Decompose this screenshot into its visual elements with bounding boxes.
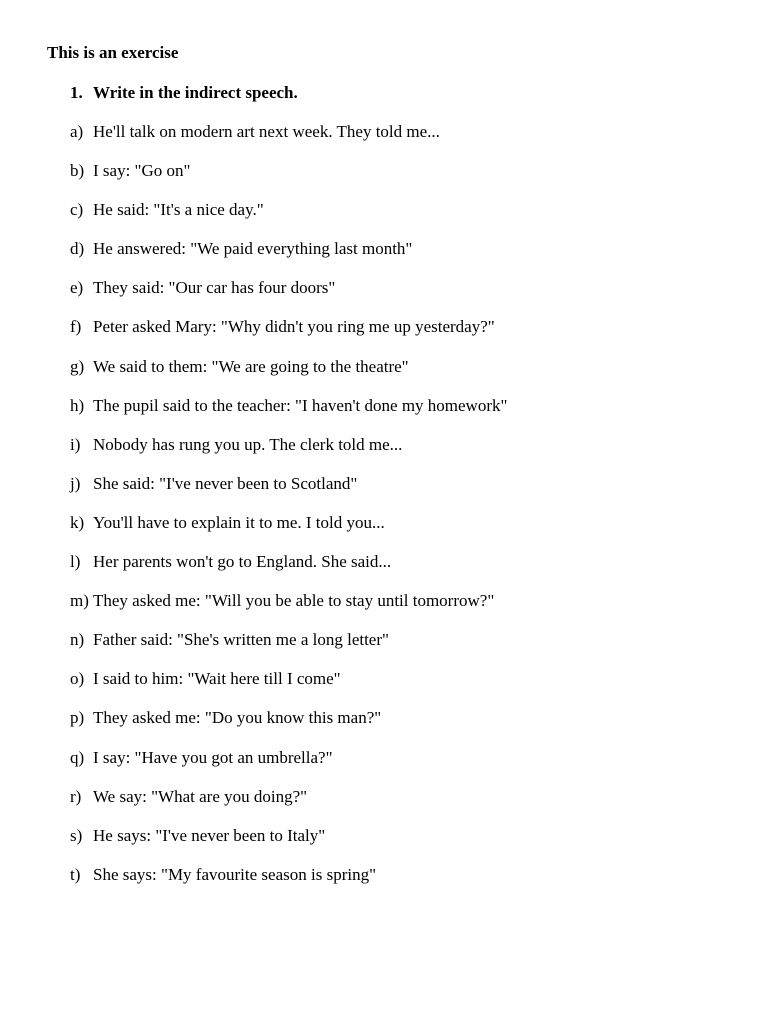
exercise-item-letter: e) — [70, 278, 84, 298]
exercise-item-text: He'll talk on modern art next week. They told me... — [93, 122, 440, 141]
exercise-item-letter: g) — [70, 356, 85, 376]
exercise-item-text: He answered: "We paid everything last month" — [93, 239, 413, 259]
task-number: 1. — [70, 83, 83, 102]
exercise-item-text: I said to him: "Wait here till I come" — [93, 669, 341, 689]
exercise-item-text: He says: "I've never been to Italy" — [93, 825, 326, 845]
exercise-item — [70, 278, 507, 317]
exercise-item — [70, 396, 507, 435]
exercise-item-text: She said: "I've never been to Scotland" — [93, 473, 358, 493]
exercise-item-letter: p) — [70, 708, 85, 728]
exercise-item — [70, 239, 507, 278]
exercise-item — [70, 787, 507, 826]
task-heading — [70, 83, 298, 103]
exercise-item — [70, 591, 507, 630]
exercise-item-text: They asked me: "Will you be able to stay until tomorrow?" — [93, 591, 495, 611]
exercise-item — [70, 826, 507, 865]
exercise-item-letter: q) — [70, 747, 85, 767]
exercise-item-letter: n) — [70, 630, 85, 650]
exercise-item — [70, 357, 507, 396]
exercise-item-text: You'll have to explain it to me. I told you... — [93, 512, 385, 532]
exercise-item — [70, 669, 507, 708]
exercise-item-letter: o) — [70, 669, 85, 689]
exercise-item — [70, 200, 507, 239]
exercise-item — [70, 552, 507, 591]
exercise-item — [70, 161, 507, 200]
exercise-item — [70, 317, 507, 356]
exercise-item-text: The pupil said to the teacher: "I haven't done my homework" — [93, 395, 508, 415]
exercise-list — [70, 122, 507, 904]
task-heading-text: Write in the indirect speech. — [93, 83, 298, 102]
exercise-item-letter: i) — [70, 434, 81, 454]
exercise-item-text: I say: "Have you got an umbrella?" — [93, 747, 333, 767]
exercise-item-letter: s) — [70, 825, 83, 845]
exercise-item-text: They asked me: "Do you know this man?" — [93, 708, 382, 728]
exercise-item-text: Her parents won't go to England. She said... — [93, 552, 392, 572]
exercise-item-letter: t) — [70, 864, 81, 884]
exercise-item-letter: b) — [70, 161, 85, 181]
exercise-item — [70, 865, 507, 904]
exercise-item — [70, 474, 507, 513]
exercise-item-letter: d) — [70, 239, 85, 259]
exercise-item-text: She says: "My favourite season is spring" — [93, 864, 377, 884]
exercise-item — [70, 435, 507, 474]
exercise-item-letter: h) — [70, 395, 85, 415]
exercise-item-text: Nobody has rung you up. The clerk told me... — [93, 434, 403, 454]
exercise-item-text: They said: "Our car has four doors" — [93, 278, 336, 298]
exercise-item-letter: f) — [70, 317, 82, 337]
exercise-item-text: We said to them: "We are going to the theatre" — [93, 356, 409, 376]
exercise-item — [70, 122, 507, 161]
exercise-item-letter: m) — [70, 591, 89, 611]
exercise-item-letter: k) — [70, 512, 85, 532]
exercise-item-letter: j) — [70, 473, 81, 493]
exercise-item-letter: r) — [70, 786, 82, 806]
exercise-item — [70, 708, 507, 747]
exercise-item-text: I say: "Go on" — [93, 161, 191, 181]
document-title: This is an exercise — [47, 43, 179, 62]
exercise-item — [70, 748, 507, 787]
exercise-item-text: Peter asked Mary: "Why didn't you ring me up yesterday?" — [93, 317, 495, 337]
exercise-item-letter: l) — [70, 552, 81, 572]
exercise-item — [70, 513, 507, 552]
exercise-item-letter: a) — [70, 122, 84, 141]
exercise-item — [70, 630, 507, 669]
exercise-item-text: He said: "It's a nice day." — [93, 200, 264, 220]
exercise-item-letter: c) — [70, 200, 84, 220]
exercise-item-text: Father said: "She's written me a long letter" — [93, 630, 389, 650]
exercise-item-text: We say: "What are you doing?" — [93, 786, 308, 806]
